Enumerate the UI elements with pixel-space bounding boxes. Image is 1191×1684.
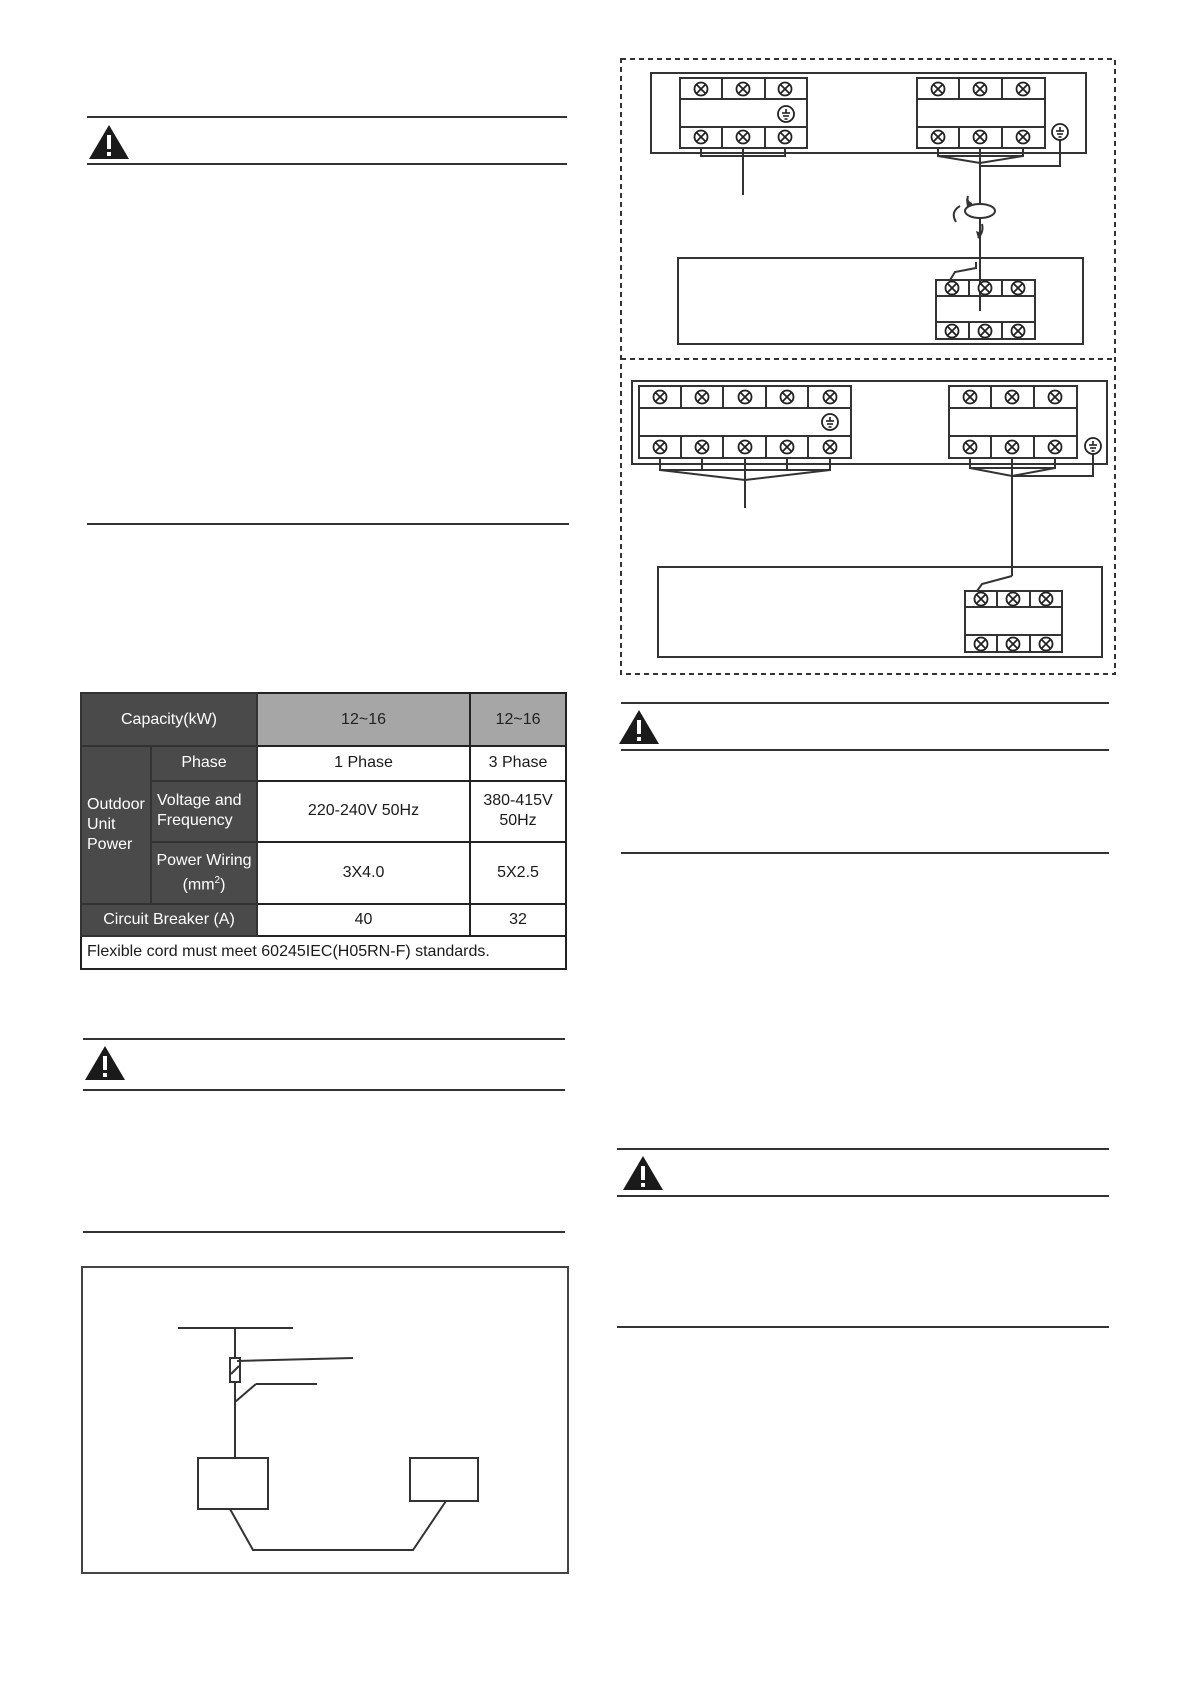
unit-superscript: 2 bbox=[214, 875, 221, 887]
warning-rule-mid-1 bbox=[87, 163, 567, 165]
row-label-phase: Phase bbox=[151, 746, 257, 780]
header-capacity-col2: 12~16 bbox=[470, 693, 566, 746]
table-row bbox=[81, 842, 566, 904]
warning-triangle-icon bbox=[84, 1045, 126, 1081]
warning-rule-mid-3 bbox=[621, 749, 1109, 751]
table-row bbox=[81, 904, 566, 935]
cell-breaker-2: 32 bbox=[470, 904, 566, 935]
table-row bbox=[81, 781, 566, 842]
cell-voltage-2-text: 380-415V 50Hz bbox=[483, 792, 553, 830]
row-label-power-wiring bbox=[151, 842, 257, 904]
group-label-text: Outdoor Unit Power bbox=[87, 796, 145, 854]
row-label-power-wiring-unit bbox=[154, 871, 254, 895]
row-label-voltage bbox=[151, 781, 257, 842]
flexible-cord-note: Flexible cord must meet 60245IEC(H05RN-F) standards. bbox=[81, 936, 566, 969]
warning-rule-top-2 bbox=[83, 1038, 565, 1040]
warning-rule-bottom-4 bbox=[617, 1326, 1109, 1328]
table-row bbox=[81, 936, 566, 969]
warning-triangle-icon bbox=[622, 1155, 664, 1191]
wiring-spec-table bbox=[80, 692, 567, 970]
cell-voltage-2 bbox=[470, 781, 566, 842]
table-header-row bbox=[81, 693, 566, 746]
terminal-screw-icon bbox=[654, 83, 1062, 651]
power-connection-drawing bbox=[81, 1266, 569, 1574]
group-label-outdoor-unit-power bbox=[81, 746, 151, 904]
warning-rule-mid-4 bbox=[617, 1195, 1109, 1197]
cell-voltage-1: 220-240V 50Hz bbox=[257, 781, 470, 842]
warning-rule-bottom-1 bbox=[87, 523, 569, 525]
cell-breaker-1: 40 bbox=[257, 904, 470, 935]
warning-rule-top-4 bbox=[617, 1148, 1109, 1150]
row-label-voltage-text: Voltage and Frequency bbox=[157, 792, 242, 830]
warning-rule-top-3 bbox=[621, 702, 1109, 704]
table-row bbox=[81, 746, 566, 780]
cell-phase-2: 3 Phase bbox=[470, 746, 566, 780]
header-capacity-col1: 12~16 bbox=[257, 693, 470, 746]
unit-text: (mm bbox=[182, 876, 215, 894]
cell-wiring-1: 3X4.0 bbox=[257, 842, 470, 904]
warning-rule-top-1 bbox=[87, 116, 567, 118]
row-label-breaker: Circuit Breaker (A) bbox=[81, 904, 257, 935]
warning-triangle-icon bbox=[618, 709, 660, 745]
unit-close: ) bbox=[220, 876, 226, 894]
cell-phase-1: 1 Phase bbox=[257, 746, 470, 780]
warning-rule-bottom-2 bbox=[83, 1231, 565, 1233]
warning-triangle-icon bbox=[88, 124, 130, 160]
warning-rule-mid-2 bbox=[83, 1089, 565, 1091]
cell-wiring-2: 5X2.5 bbox=[470, 842, 566, 904]
row-label-power-wiring-main: Power Wiring bbox=[156, 852, 252, 870]
terminal-wiring-diagram bbox=[620, 56, 1118, 676]
warning-rule-bottom-3 bbox=[621, 852, 1109, 854]
header-capacity: Capacity(kW) bbox=[81, 693, 257, 746]
